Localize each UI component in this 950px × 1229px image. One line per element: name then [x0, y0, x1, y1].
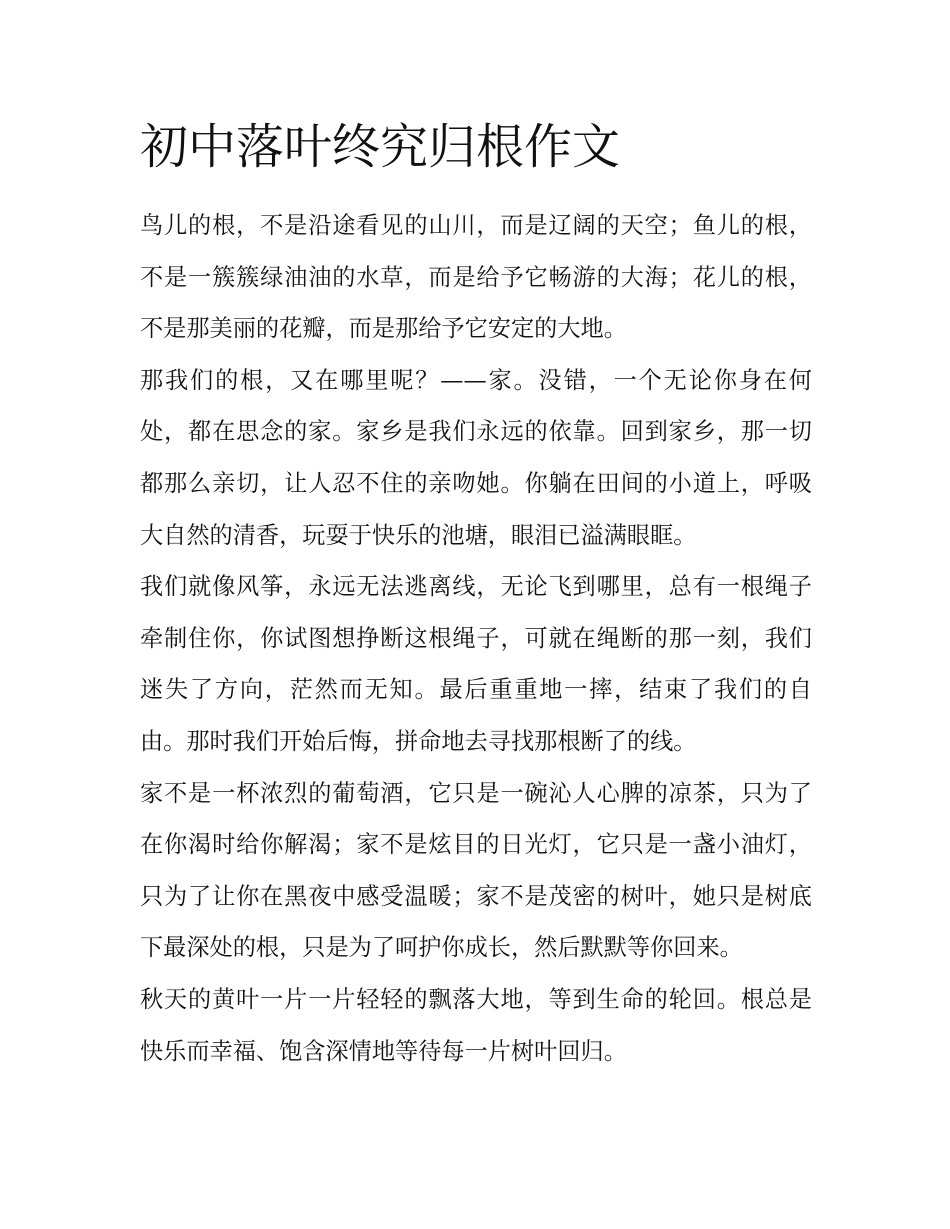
document-title: 初中落叶终究归根作文: [140, 119, 621, 175]
paragraph-4: 家不是一杯浓烈的葡萄酒，它只是一碗沁人心脾的凉茶，只为了在你渴时给你解渴；家不是炫目的日光灯，它只是一盏小油灯，只为了让你在黑夜中感受温暖；家不是茂密的树叶，她只是树底下最深处的根，只是为了呵护你成长，然后默默等你回来。: [140, 779, 812, 962]
paragraph-1: 鸟儿的根，不是沿途看见的山川，而是辽阔的天空；鱼儿的根，不是一簇簇绿油油的水草，而是给予它畅游的大海；花儿的根，不是那美丽的花瓣，而是那给予它安定的大地。: [140, 212, 812, 343]
document-body: [140, 200, 812, 1077]
paragraph-5: 秋天的黄叶一片一片轻轻的飘落大地，等到生命的轮回。根总是快乐而幸福、饱含深情地等待每一片树叶回归。: [140, 985, 812, 1065]
paragraph-3: 我们就像风筝，永远无法逃离线，无论飞到哪里，总有一根绳子牵制住你，你试图想挣断这根绳子，可就在绳断的那一刻，我们迷失了方向，茫然而无知。最后重重地一摔，结束了我们的自由。那时我们开始后悔，拼命地去寻找那根断了的线。: [140, 573, 812, 755]
paragraph-2: 那我们的根，又在哪里呢？——家。没错，一个无论你身在何处，都在思念的家。家乡是我们永远的依靠。回到家乡，那一切都那么亲切，让人忍不住的亲吻她。你躺在田间的小道上，呼吸大自然的清香，玩耍于快乐的池塘，眼泪已溢满眼眶。: [140, 366, 812, 549]
